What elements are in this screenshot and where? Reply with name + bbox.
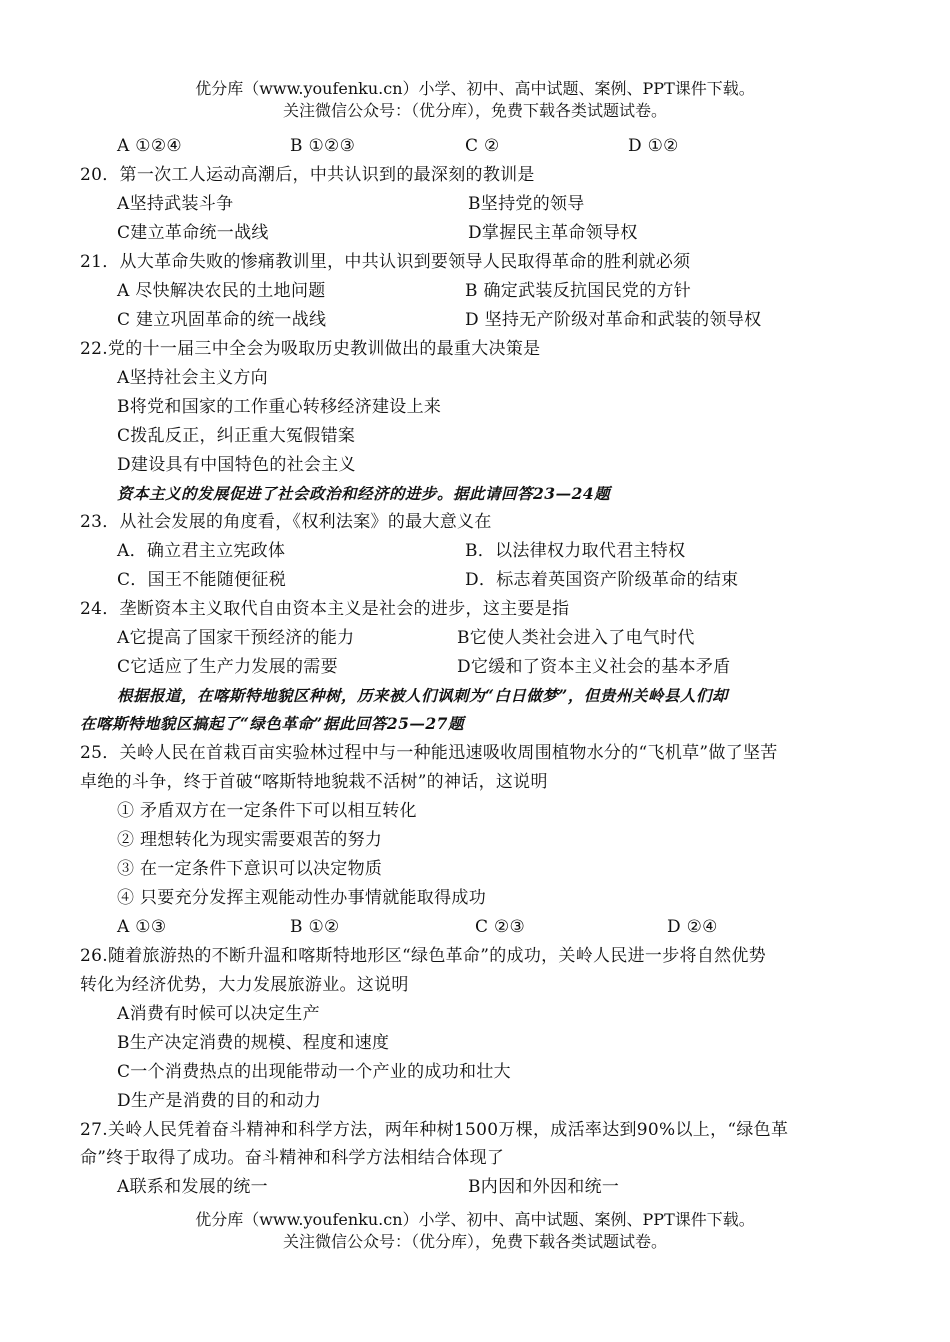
q26-option-b: B生产决定消费的规模、程度和速度 bbox=[117, 1033, 390, 1053]
q23-option-c: C．国王不能随便征税 bbox=[117, 570, 287, 590]
q25-item-1: ① 矛盾双方在一定条件下可以相互转化 bbox=[117, 801, 417, 821]
q26-stem-line-2: 转化为经济优势，大力发展旅游业。这说明 bbox=[80, 975, 409, 995]
q26-stem-line-1: 26.随着旅游热的不断升温和喀斯特地形区“绿色革命”的成功，关岭人民进一步将自然优势 bbox=[80, 946, 767, 966]
q24-option-b: B它使人类社会进入了电气时代 bbox=[457, 628, 695, 648]
q27-option-a: A联系和发展的统一 bbox=[117, 1177, 268, 1197]
intro-23-24: 资本主义的发展促进了社会政治和经济的进步。据此请回答23—24题 bbox=[117, 484, 611, 503]
q27-stem-line-1: 27.关岭人民凭着奋斗精神和科学方法，两年种树1500万棵，成活率达到90%以上，“绿色革 bbox=[80, 1120, 789, 1140]
q19-option-c: C ② bbox=[465, 136, 500, 156]
q27-stem-line-2: 命”终于取得了成功。奋斗精神和科学方法相结合体现了 bbox=[80, 1148, 505, 1168]
q24-option-c: C它适应了生产力发展的需要 bbox=[117, 657, 338, 677]
q21-option-d: D 坚持无产阶级对革命和武装的领导权 bbox=[465, 310, 762, 330]
q21-option-a: A 尽快解决农民的土地问题 bbox=[117, 281, 326, 301]
q20-option-a: A坚持武装斗争 bbox=[117, 194, 234, 214]
intro-25-27-line-2: 在喀斯特地貌区搞起了“绿色革命”据此回答25—27题 bbox=[80, 714, 464, 733]
q20-stem: 20．第一次工人运动高潮后，中共认识到的最深刻的教训是 bbox=[80, 165, 535, 185]
q23-option-a: A．确立君主立宪政体 bbox=[117, 541, 286, 561]
q21-option-b: B 确定武装反抗国民党的方针 bbox=[465, 281, 692, 301]
q23-option-b: B．以法律权力取代君主特权 bbox=[465, 541, 686, 561]
q25-item-4: ④ 只要充分发挥主观能动性办事情就能取得成功 bbox=[117, 888, 487, 908]
q24-option-d: D它缓和了资本主义社会的基本矛盾 bbox=[457, 657, 731, 677]
q26-option-a: A消费有时候可以决定生产 bbox=[117, 1004, 320, 1024]
header-line-1: 优分库（www.youfenku.cn）小学、初中、高中试题、案例、PPT课件下载。 bbox=[195, 79, 755, 98]
q21-stem: 21．从大革命失败的惨痛教训里，中共认识到要领导人民取得革命的胜利就必须 bbox=[80, 252, 691, 272]
q25-option-d: D ②④ bbox=[667, 917, 718, 937]
q26-option-c: C一个消费热点的出现能带动一个产业的成功和壮大 bbox=[117, 1062, 511, 1082]
q26-option-d: D生产是消费的目的和动力 bbox=[117, 1091, 322, 1111]
q20-option-b: B坚持党的领导 bbox=[468, 194, 585, 214]
q25-item-3: ③ 在一定条件下意识可以决定物质 bbox=[117, 859, 383, 879]
footer-line-2: 关注微信公众号：（优分库），免费下载各类试题试卷。 bbox=[282, 1232, 667, 1251]
q25-option-c: C ②③ bbox=[475, 917, 526, 937]
q19-option-d: D ①② bbox=[628, 136, 679, 156]
q23-stem: 23．从社会发展的角度看，《权利法案》的最大意义在 bbox=[80, 512, 492, 532]
q19-option-b: B ①②③ bbox=[290, 136, 356, 156]
q21-option-c: C 建立巩固革命的统一战线 bbox=[117, 310, 327, 330]
footer-line-1: 优分库（www.youfenku.cn）小学、初中、高中试题、案例、PPT课件下载。 bbox=[195, 1210, 755, 1229]
q25-option-a: A ①③ bbox=[117, 917, 167, 937]
q24-option-a: A它提高了国家干预经济的能力 bbox=[117, 628, 355, 648]
q25-option-b: B ①② bbox=[290, 917, 340, 937]
q22-option-d: D建设具有中国特色的社会主义 bbox=[117, 455, 356, 475]
q22-option-b: B将党和国家的工作重心转移经济建设上来 bbox=[117, 397, 442, 417]
q20-option-c: C建立革命统一战线 bbox=[117, 223, 269, 243]
q22-option-c: C拨乱反正，纠正重大冤假错案 bbox=[117, 426, 356, 446]
q25-stem-line-1: 25．关岭人民在首栽百亩实验林过程中与一种能迅速吸收周围植物水分的“飞机草”做了坚苦 bbox=[80, 743, 778, 763]
q22-option-a: A坚持社会主义方向 bbox=[117, 368, 268, 388]
q27-option-b: B内因和外因和统一 bbox=[468, 1177, 620, 1197]
q20-option-d: D掌握民主革命领导权 bbox=[468, 223, 638, 243]
q24-stem: 24．垄断资本主义取代自由资本主义是社会的进步，这主要是指 bbox=[80, 599, 570, 619]
q25-stem-line-2: 卓绝的斗争，终于首破“喀斯特地貌栽不活树”的神话，这说明 bbox=[80, 772, 548, 792]
q25-item-2: ② 理想转化为现实需要艰苦的努力 bbox=[117, 830, 383, 850]
intro-25-27-line-1: 根据报道，在喀斯特地貌区种树，历来被人们讽刺为“白日做梦”，但贵州关岭县人们却 bbox=[117, 686, 728, 705]
header-line-2: 关注微信公众号：（优分库），免费下载各类试题试卷。 bbox=[282, 101, 667, 120]
q23-option-d: D．标志着英国资产阶级革命的结束 bbox=[465, 570, 739, 590]
q19-option-a: A ①②④ bbox=[117, 136, 182, 156]
q22-stem: 22.党的十一届三中全会为吸取历史教训做出的最重大决策是 bbox=[80, 339, 541, 359]
